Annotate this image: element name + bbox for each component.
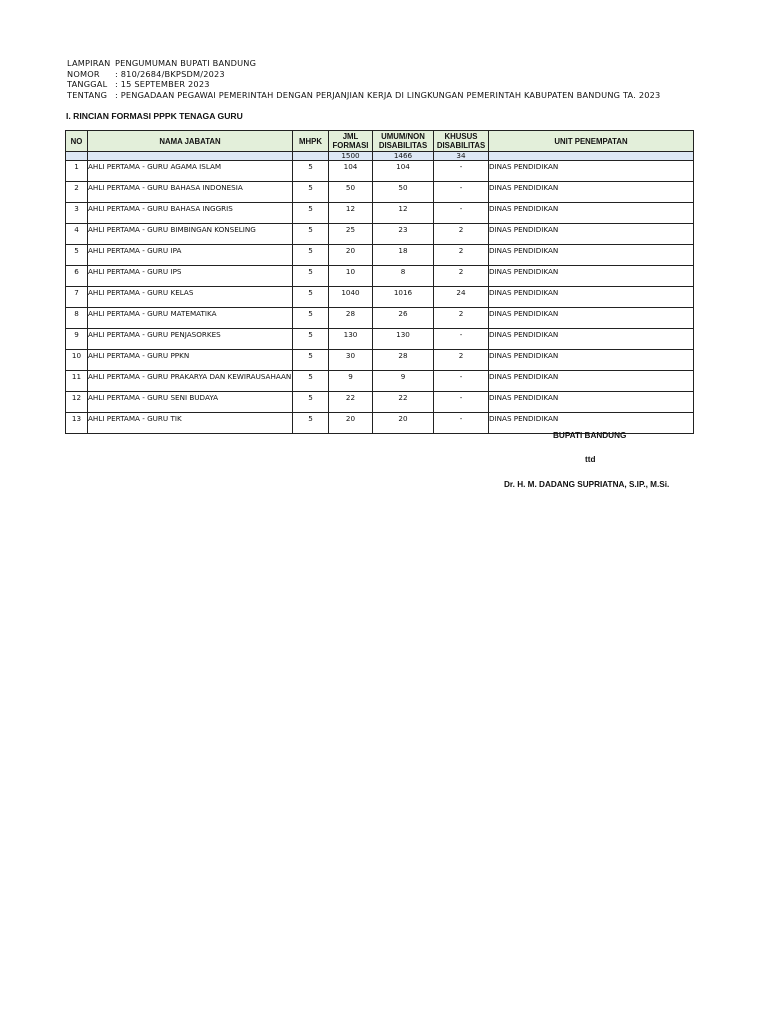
totals-empty-nama <box>88 152 293 161</box>
cell-unit-penempatan: DINAS PENDIDIKAN <box>489 413 694 434</box>
cell-khusus: - <box>434 161 489 182</box>
cell-umum: 26 <box>373 308 434 329</box>
cell-khusus: - <box>434 413 489 434</box>
cell-nama-jabatan: AHLI PERTAMA - GURU IPA <box>88 245 293 266</box>
cell-jml-formasi: 20 <box>329 413 373 434</box>
cell-mhpk: 5 <box>293 287 329 308</box>
cell-unit-penempatan: DINAS PENDIDIKAN <box>489 224 694 245</box>
cell-no: 12 <box>66 392 88 413</box>
cell-no: 5 <box>66 245 88 266</box>
table-row <box>66 224 694 245</box>
cell-umum: 8 <box>373 266 434 287</box>
cell-nama-jabatan: AHLI PERTAMA - GURU AGAMA ISLAM <box>88 161 293 182</box>
cell-nama-jabatan: AHLI PERTAMA - GURU IPS <box>88 266 293 287</box>
cell-mhpk: 5 <box>293 203 329 224</box>
table-row <box>66 203 694 224</box>
total-jml-formasi: 1500 <box>329 152 373 161</box>
cell-jml-formasi: 104 <box>329 161 373 182</box>
table-row <box>66 266 694 287</box>
table-header-row <box>66 131 694 152</box>
cell-jml-formasi: 10 <box>329 266 373 287</box>
cell-khusus: 2 <box>434 266 489 287</box>
cell-umum: 50 <box>373 182 434 203</box>
cell-unit-penempatan: DINAS PENDIDIKAN <box>489 161 694 182</box>
cell-jml-formasi: 28 <box>329 308 373 329</box>
cell-no: 10 <box>66 350 88 371</box>
signature-name: Dr. H. M. DADANG SUPRIATNA, S.IP., M.Si. <box>504 480 670 489</box>
cell-jml-formasi: 9 <box>329 371 373 392</box>
section-title: I. RINCIAN FORMASI PPPK TENAGA GURU <box>66 111 243 121</box>
header-umum-non-disabilitas <box>373 131 434 152</box>
header-khusus-line1: KHUSUS <box>444 132 478 141</box>
cell-khusus: 2 <box>434 308 489 329</box>
lampiran-label: LAMPIRAN <box>67 58 111 68</box>
cell-khusus: - <box>434 203 489 224</box>
cell-unit-penempatan: DINAS PENDIDIKAN <box>489 371 694 392</box>
cell-jml-formasi: 1040 <box>329 287 373 308</box>
header-jml-line2: FORMASI <box>332 141 369 150</box>
nomor-line <box>67 69 660 80</box>
cell-mhpk: 5 <box>293 350 329 371</box>
totals-empty-no <box>66 152 88 161</box>
cell-unit-penempatan: DINAS PENDIDIKAN <box>489 182 694 203</box>
cell-jml-formasi: 130 <box>329 329 373 350</box>
document-header <box>67 58 660 100</box>
cell-jml-formasi: 25 <box>329 224 373 245</box>
totals-empty-unit <box>489 152 694 161</box>
tentang-line <box>67 90 660 101</box>
header-unit-penempatan: UNIT PENEMPATAN <box>489 131 694 152</box>
table-row <box>66 287 694 308</box>
header-jml-formasi <box>329 131 373 152</box>
tanggal-line <box>67 79 660 90</box>
table-row <box>66 161 694 182</box>
cell-umum: 28 <box>373 350 434 371</box>
cell-no: 13 <box>66 413 88 434</box>
cell-umum: 9 <box>373 371 434 392</box>
cell-unit-penempatan: DINAS PENDIDIKAN <box>489 350 694 371</box>
cell-mhpk: 5 <box>293 392 329 413</box>
cell-jml-formasi: 20 <box>329 245 373 266</box>
cell-khusus: - <box>434 392 489 413</box>
cell-umum: 20 <box>373 413 434 434</box>
cell-mhpk: 5 <box>293 413 329 434</box>
cell-no: 9 <box>66 329 88 350</box>
totals-row <box>66 152 694 161</box>
header-khusus-line2: DISABILITAS <box>436 141 486 150</box>
cell-nama-jabatan: AHLI PERTAMA - GURU BAHASA INDONESIA <box>88 182 293 203</box>
cell-mhpk: 5 <box>293 245 329 266</box>
tanggal-label: TANGGAL <box>67 79 108 90</box>
cell-mhpk: 5 <box>293 224 329 245</box>
cell-mhpk: 5 <box>293 266 329 287</box>
table-row <box>66 371 694 392</box>
cell-nama-jabatan: AHLI PERTAMA - GURU TIK <box>88 413 293 434</box>
cell-khusus: 24 <box>434 287 489 308</box>
header-umum-line2: DISABILITAS <box>378 141 428 150</box>
header-mhpk: MHPK <box>293 131 329 152</box>
tentang-value: : PENGADAAN PEGAWAI PEMERINTAH DENGAN PERJANJIAN KERJA DI LINGKUNGAN PEMERINTAH KABUPATEN BANDUNG TA. 2023 <box>115 89 661 100</box>
table-row <box>66 308 694 329</box>
cell-no: 11 <box>66 371 88 392</box>
cell-no: 6 <box>66 266 88 287</box>
cell-jml-formasi: 22 <box>329 392 373 413</box>
cell-khusus: 2 <box>434 350 489 371</box>
cell-jml-formasi: 50 <box>329 182 373 203</box>
table-row <box>66 245 694 266</box>
cell-no: 7 <box>66 287 88 308</box>
cell-nama-jabatan: AHLI PERTAMA - GURU BIMBINGAN KONSELING <box>88 224 293 245</box>
total-umum: 1466 <box>373 152 434 161</box>
cell-umum: 18 <box>373 245 434 266</box>
lampiran-value: PENGUMUMAN BUPATI BANDUNG <box>115 58 257 68</box>
cell-umum: 23 <box>373 224 434 245</box>
table-row <box>66 329 694 350</box>
cell-nama-jabatan: AHLI PERTAMA - GURU KELAS <box>88 287 293 308</box>
cell-unit-penempatan: DINAS PENDIDIKAN <box>489 329 694 350</box>
cell-unit-penempatan: DINAS PENDIDIKAN <box>489 392 694 413</box>
cell-no: 4 <box>66 224 88 245</box>
cell-nama-jabatan: AHLI PERTAMA - GURU MATEMATIKA <box>88 308 293 329</box>
cell-nama-jabatan: AHLI PERTAMA - GURU PPKN <box>88 350 293 371</box>
cell-no: 3 <box>66 203 88 224</box>
table-row <box>66 392 694 413</box>
cell-nama-jabatan: AHLI PERTAMA - GURU SENI BUDAYA <box>88 392 293 413</box>
cell-khusus: - <box>434 329 489 350</box>
tanggal-value: : 15 SEPTEMBER 2023 <box>115 79 210 90</box>
cell-khusus: - <box>434 182 489 203</box>
cell-mhpk: 5 <box>293 308 329 329</box>
cell-unit-penempatan: DINAS PENDIDIKAN <box>489 287 694 308</box>
cell-mhpk: 5 <box>293 182 329 203</box>
signature-title: BUPATI BANDUNG <box>553 431 627 440</box>
formasi-table <box>65 130 694 434</box>
cell-umum: 22 <box>373 392 434 413</box>
cell-khusus: - <box>434 371 489 392</box>
cell-unit-penempatan: DINAS PENDIDIKAN <box>489 245 694 266</box>
cell-umum: 104 <box>373 161 434 182</box>
nomor-label: NOMOR <box>67 68 100 79</box>
cell-umum: 12 <box>373 203 434 224</box>
table-row <box>66 350 694 371</box>
tentang-label: TENTANG <box>67 89 108 100</box>
cell-mhpk: 5 <box>293 161 329 182</box>
cell-no: 1 <box>66 161 88 182</box>
cell-nama-jabatan: AHLI PERTAMA - GURU PRAKARYA DAN KEWIRAUSAHAAN <box>88 371 293 392</box>
cell-unit-penempatan: DINAS PENDIDIKAN <box>489 203 694 224</box>
header-nama-jabatan: NAMA JABATAN <box>88 131 293 152</box>
cell-no: 8 <box>66 308 88 329</box>
header-jml-line1: JML <box>342 132 359 141</box>
cell-nama-jabatan: AHLI PERTAMA - GURU BAHASA INGGRIS <box>88 203 293 224</box>
total-khusus: 34 <box>434 152 489 161</box>
cell-mhpk: 5 <box>293 329 329 350</box>
cell-unit-penempatan: DINAS PENDIDIKAN <box>489 308 694 329</box>
cell-nama-jabatan: AHLI PERTAMA - GURU PENJASORKES <box>88 329 293 350</box>
cell-jml-formasi: 12 <box>329 203 373 224</box>
signature-ttd: ttd <box>585 455 596 464</box>
cell-umum: 130 <box>373 329 434 350</box>
totals-empty-mhpk <box>293 152 329 161</box>
cell-khusus: 2 <box>434 245 489 266</box>
table-row <box>66 182 694 203</box>
cell-jml-formasi: 30 <box>329 350 373 371</box>
header-no: NO <box>66 131 88 152</box>
lampiran-line <box>67 58 660 69</box>
header-umum-line1: UMUM/NON <box>381 132 425 141</box>
cell-khusus: 2 <box>434 224 489 245</box>
cell-unit-penempatan: DINAS PENDIDIKAN <box>489 266 694 287</box>
cell-no: 2 <box>66 182 88 203</box>
header-khusus-disabilitas <box>434 131 489 152</box>
table-body <box>66 152 694 434</box>
nomor-value: : 810/2684/BKPSDM/2023 <box>115 68 225 79</box>
cell-umum: 1016 <box>373 287 434 308</box>
cell-mhpk: 5 <box>293 371 329 392</box>
